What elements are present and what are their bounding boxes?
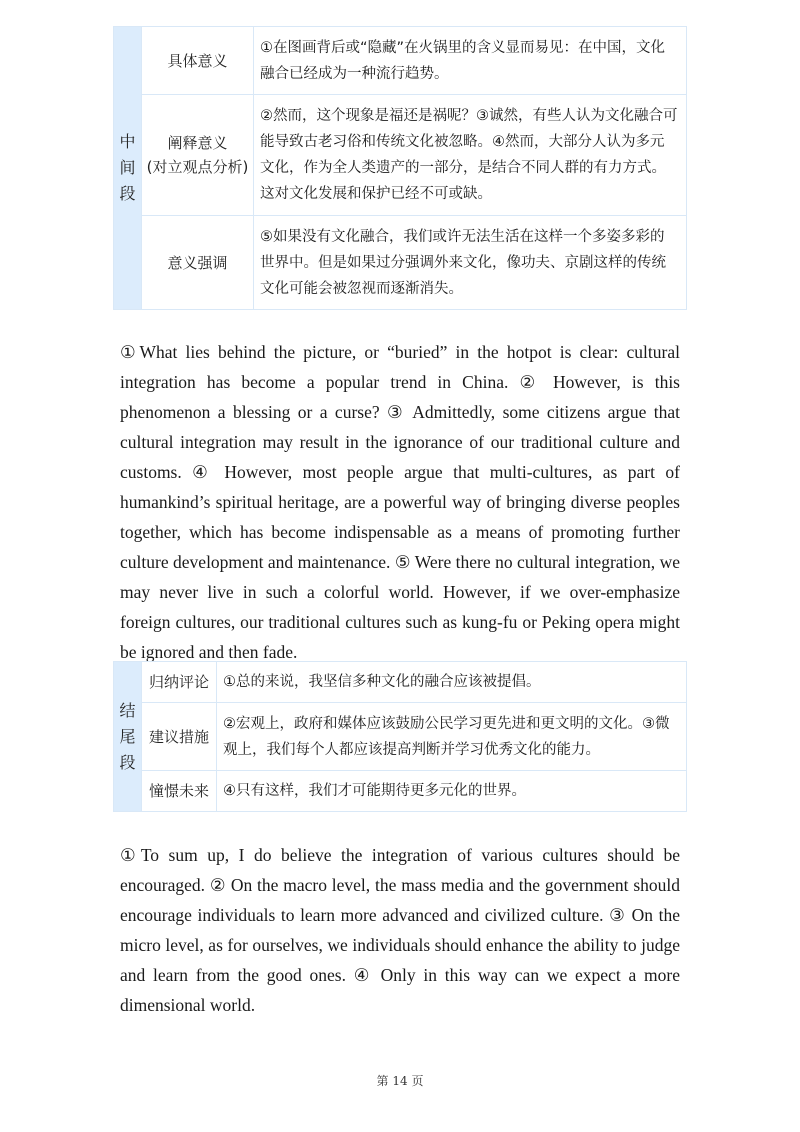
end-section-table: [113, 661, 687, 812]
table-row: [114, 27, 687, 95]
essay-paragraph-body: ①What lies behind the picture, or “buried” in the hotpot is clear: cultural integration has become a popular trend in China. ② However, is this phenomenon a blessing or a curse? ③ Admittedly, some citizens argue that cultural integration may result in the ignorance of our traditional culture and customs. ④ However, most people argue that multi-cultures, as part of humankind’s spiritual heritage, are a powerful way of bringing diverse peoples together, which has become indispensable as a means of promoting further culture development and maintenance. ⑤ Were there no cultural integration, we may never live in such a colorful world. However, if we over-emphasize foreign cultures, our traditional cultures such as kung-fu or Peking opera might be ignored and then fade.: [120, 342, 680, 662]
row-label: 建议措施: [142, 703, 217, 771]
row-label: 归纳评论: [142, 662, 217, 703]
row-content: ④只有这样，我们才可能期待更多元化的世界。: [217, 771, 687, 812]
essay-paragraph-conclusion: ①To sum up, I do believe the integration of various cultures should be encouraged. ② On the macro level, the mass media and the government should encourage individuals to learn more advanced and civilized culture. ③ On the micro level, as for ourselves, we individuals should enhance the ability to judge and learn from the good ones. ④ Only in this way can we expect a more dimensional world.: [120, 845, 680, 1015]
row-label: 憧憬未来: [142, 771, 217, 812]
row-label: 阐释意义 (对立观点分析): [142, 95, 254, 216]
row-content: ①在图画背后或“隐藏”在火锅里的含义显而易见：在中国，文化融合已经成为一种流行趋势。: [254, 27, 687, 95]
row-label: 具体意义: [142, 27, 254, 95]
section-char: 段: [119, 184, 136, 203]
section-char: 尾: [119, 726, 136, 746]
table-row: [114, 771, 687, 812]
table-row: [114, 216, 687, 310]
row-content: ②然而，这个现象是福还是祸呢？③诚然，有些人认为文化融合可能导致古老习俗和传统文化被忽略。④然而，大部分人认为多元文化，作为全人类遗产的一部分，是结合不同人群的有力方式。这对文化发展和保护已经不可或缺。: [254, 95, 687, 216]
page-number: 第 14 页: [376, 1074, 424, 1088]
table-row: [114, 703, 687, 771]
row-content: ①总的来说，我坚信多种文化的融合应该被提倡。: [217, 662, 687, 703]
section-char: 中: [119, 132, 136, 151]
section-label-middle: [114, 27, 142, 310]
section-char: 结: [119, 700, 136, 720]
table-row: [114, 662, 687, 703]
middle-section-table: [113, 26, 687, 310]
section-char: 段: [119, 752, 136, 772]
section-char: 间: [119, 158, 136, 177]
row-content: ⑤如果没有文化融合，我们或许无法生活在这样一个多姿多彩的世界中。但是如果过分强调外来文化，像功夫、京剧这样的传统文化可能会被忽视而逐渐消失。: [254, 216, 687, 310]
section-label-end: [114, 662, 142, 812]
table-row: [114, 95, 687, 216]
row-content: ②宏观上，政府和媒体应该鼓励公民学习更先进和更文明的文化。③微观上，我们每个人都应该提高判断并学习优秀文化的能力。: [217, 703, 687, 771]
row-label: 意义强调: [142, 216, 254, 310]
